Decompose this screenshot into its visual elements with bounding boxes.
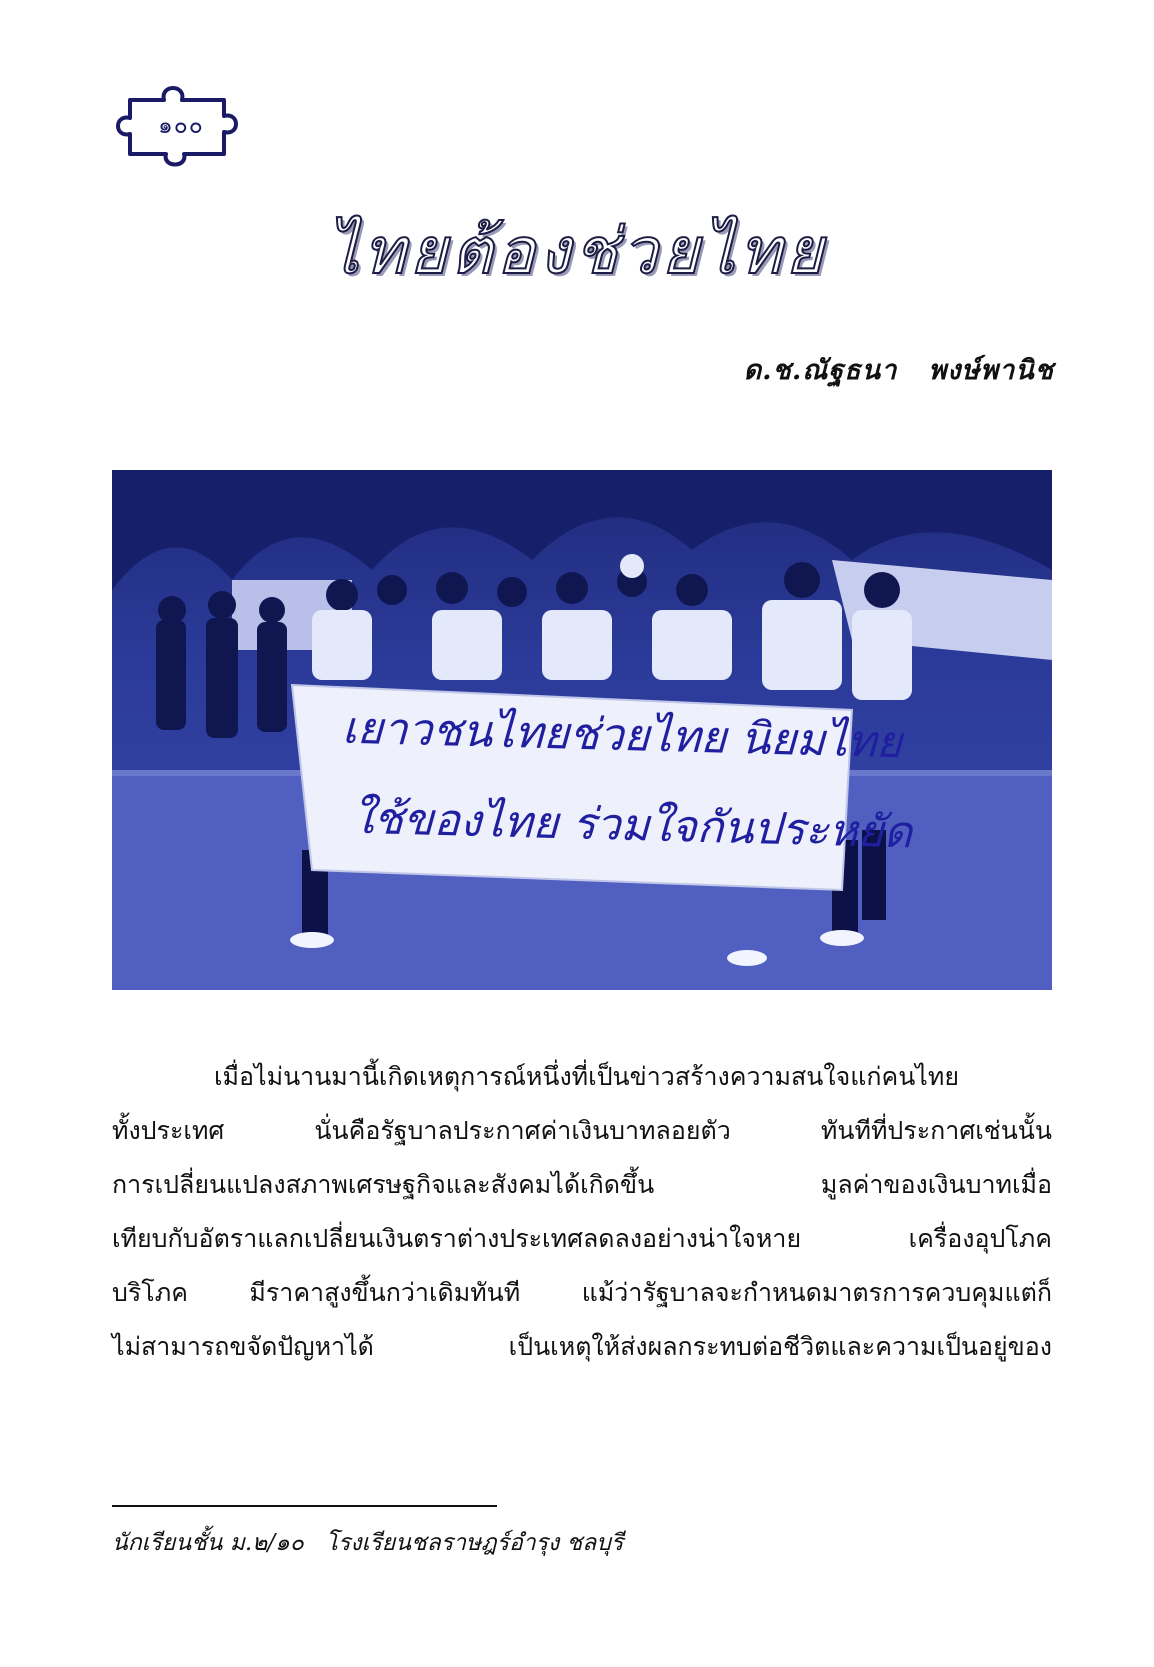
body-line: การเปลี่ยนแปลงสภาพเศรษฐกิจและสังคมได้เกิดขึ้น มูลค่าของเงินบาทเมื่อ bbox=[112, 1170, 1052, 1199]
page-number: ๑๐๐ bbox=[158, 113, 204, 139]
body-line: เทียบกับอัตราแลกเปลี่ยนเงินตราต่างประเทศลดลงอย่างน่าใจหาย เครื่องอุปโภค bbox=[112, 1224, 1052, 1253]
photo-parade bbox=[112, 470, 1052, 990]
banner-line-2: ใช้ของไทย ร่วมใจกันประหยัด bbox=[351, 792, 913, 859]
page-number-badge bbox=[112, 78, 250, 170]
footnote-divider bbox=[112, 1505, 497, 1507]
body-line: ทั้งประเทศ นั่นคือรัฐบาลประกาศค่าเงินบาทลอยตัว ทันทีที่ประกาศเช่นนั้น bbox=[112, 1116, 1052, 1145]
body-line: บริโภค มีราคาสูงขึ้นกว่าเดิมทันที แม้ว่ารัฐบาลจะกำหนดมาตรการควบคุมแต่ก็ bbox=[112, 1278, 1052, 1307]
banner-line-1: เยาวชนไทยช่วยไทย นิยมไทย bbox=[341, 702, 903, 769]
article-title: ไทยต้องช่วยไทย bbox=[327, 215, 827, 289]
article-body bbox=[112, 1050, 1052, 1374]
body-line: ไม่สามารถขจัดปัญหาได้ เป็นเหตุให้ส่งผลกระทบต่อชีวิตและความเป็นอยู่ของ bbox=[112, 1332, 1052, 1361]
body-line: เมื่อไม่นานมานี้เกิดเหตุการณ์หนึ่งที่เป็นข่าวสร้างความสนใจแก่คนไทย bbox=[214, 1062, 959, 1091]
author-name: ด.ช.ณัฐธนา พงษ์พานิช bbox=[743, 355, 1054, 386]
footnote: นักเรียนชั้น ม.๒/๑๐ โรงเรียนชลราษฎร์อำรุง ชลบุรี bbox=[112, 1530, 624, 1556]
